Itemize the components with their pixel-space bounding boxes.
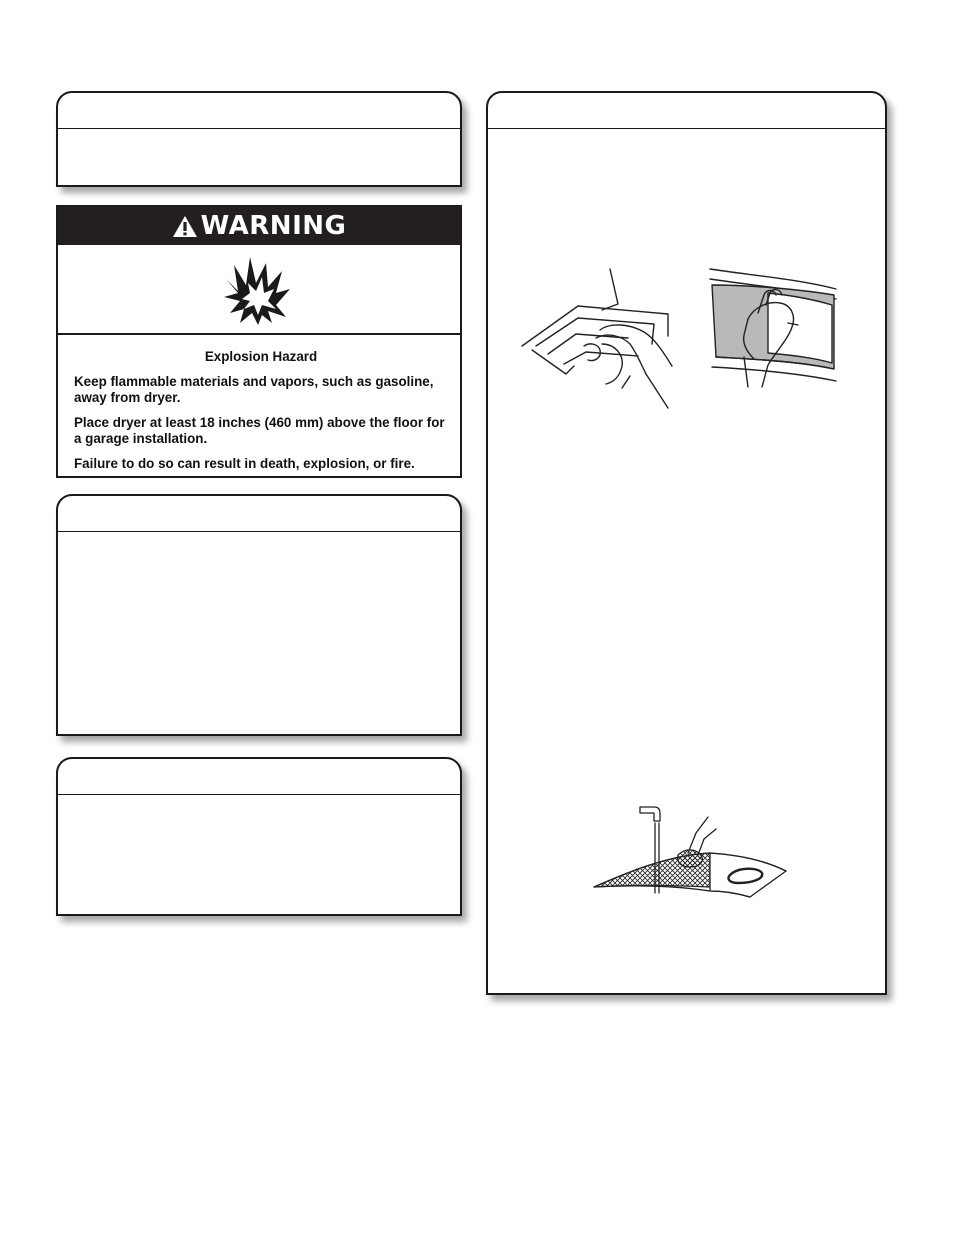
warning-text bbox=[74, 349, 448, 481]
warning-line-2: Place dryer at least 18 inches (460 mm) above the floor for a garage installation. bbox=[74, 415, 445, 446]
lint-screen-under-faucet-illustration bbox=[590, 803, 790, 898]
warning-icon-area bbox=[58, 245, 460, 335]
warning-line-1: Keep flammable materials and vapors, such as gasoline, away from dryer. bbox=[74, 374, 434, 405]
warning-box bbox=[56, 205, 462, 478]
panel-header bbox=[58, 496, 460, 532]
warning-header bbox=[58, 207, 460, 245]
panel-header bbox=[58, 759, 460, 795]
explosion-icon bbox=[218, 253, 298, 327]
hand-cleaning-lint-slot-illustration bbox=[708, 265, 838, 390]
info-panel-bottom bbox=[56, 757, 462, 916]
hazard-title: Explosion Hazard bbox=[204, 349, 318, 364]
warning-line-3: Failure to do so can result in death, explosion, or fire. bbox=[74, 456, 415, 471]
panel-header bbox=[58, 93, 460, 129]
panel-header bbox=[488, 93, 885, 129]
info-panel-middle bbox=[56, 494, 462, 736]
hand-wiping-lint-screen-illustration bbox=[518, 266, 688, 411]
info-panel-top bbox=[56, 91, 462, 187]
warning-signal-word: WARNING bbox=[200, 211, 347, 241]
alert-triangle-icon bbox=[172, 215, 198, 238]
